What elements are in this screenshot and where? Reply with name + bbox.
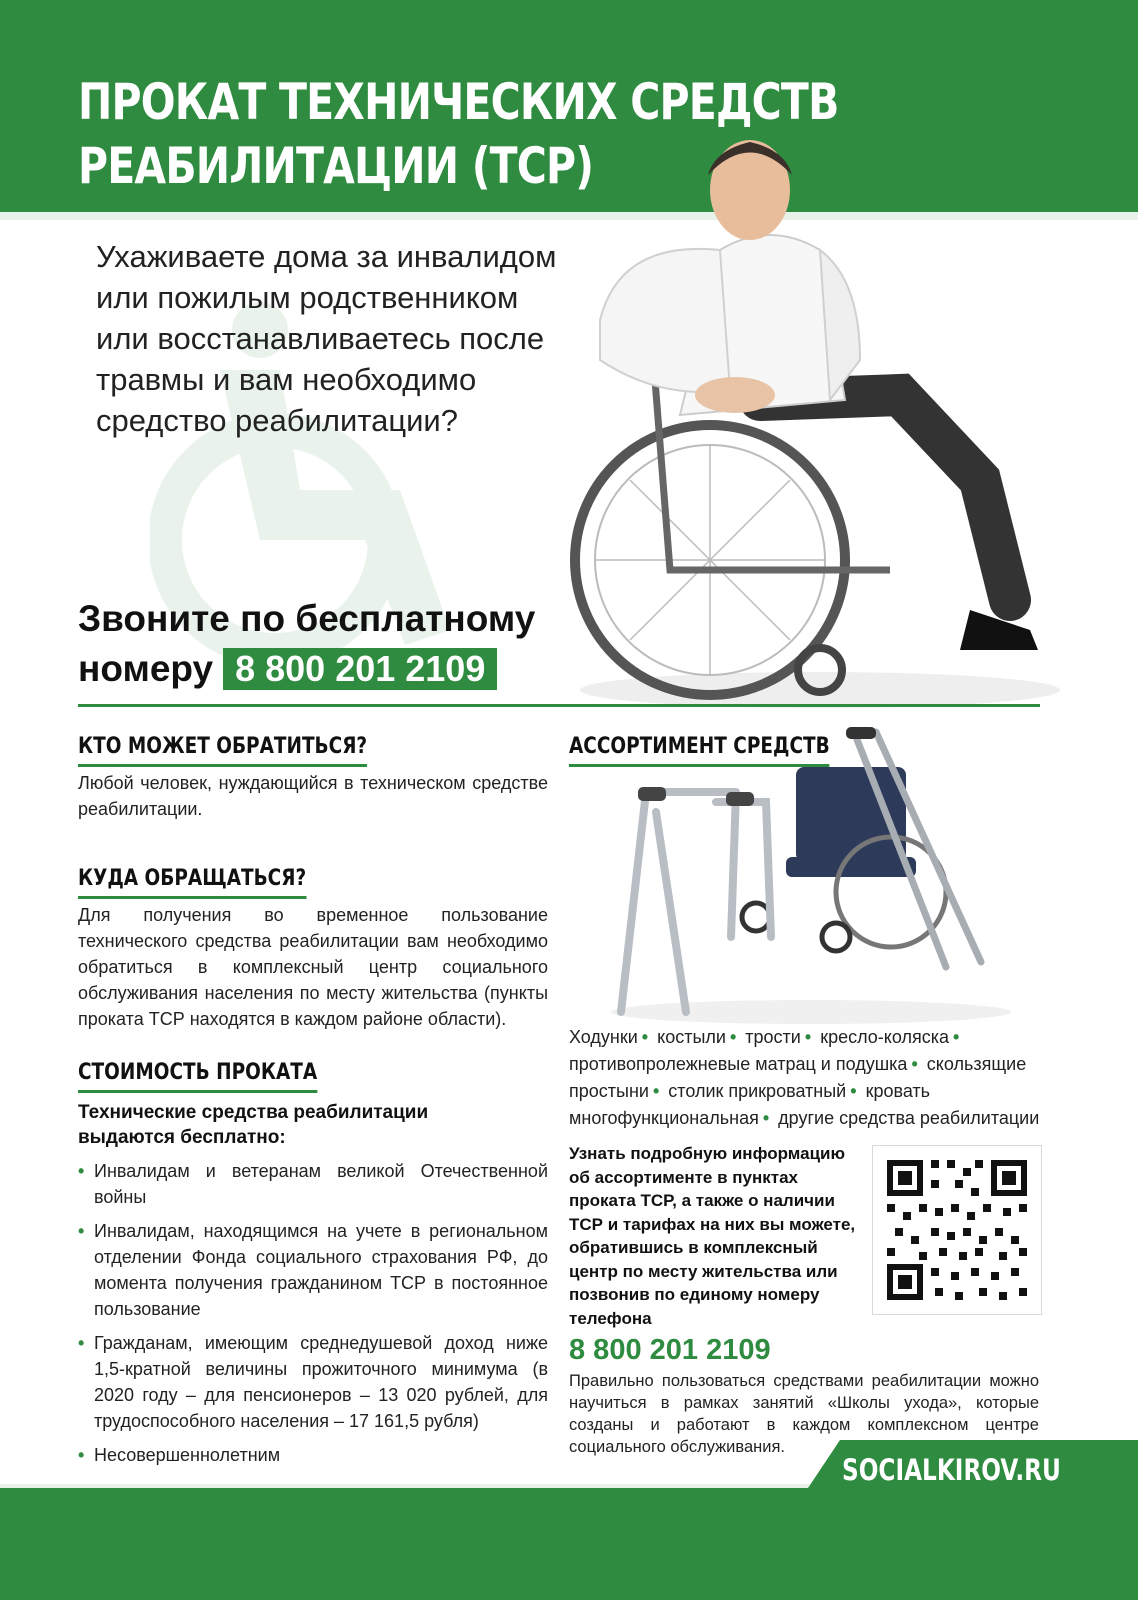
list-item: • Гражданам, имеющим среднедушевой доход ниже 1,5-кратной величины прожиточного минимума (в 2020 году – для пенсионеров – 13 020 рублей, для трудоспособного населения – 17 161,5 рубля): [78, 1330, 548, 1434]
list-item: • Инвалидам, находящимся на учете в региональном отделении Фонда социального страхования РФ, до момента получения гражданином ТСР в постоянное пользование: [78, 1218, 548, 1322]
assortment-item: трости: [745, 1027, 801, 1047]
hotline-phone-badge[interactable]: 8 800 201 2109: [223, 648, 497, 690]
title-line-2: РЕАБИЛИТАЦИИ (ТСР): [78, 137, 594, 195]
assortment-item: костыли: [657, 1027, 726, 1047]
intro-line: или пожилым родственником: [96, 280, 519, 315]
school-text: Правильно пользоваться средствами реабилитации можно научиться в рамках занятий «Школы ухода», которые созданы и работают в каждом комплексном центре социального обслуживания.: [569, 1372, 1039, 1456]
intro-line: Ухаживаете дома за инвалидом: [96, 239, 557, 274]
intro-question: [96, 236, 616, 441]
bullet-dot-icon: •: [953, 1027, 960, 1047]
assortment-heading: АССОРТИМЕНТ СРЕДСТВ: [569, 732, 830, 767]
list-item: • Несовершеннолетним: [78, 1442, 548, 1468]
rehab-equipment-photo: [596, 722, 1026, 1027]
assortment-list: [569, 1024, 1044, 1132]
cost-lead: Технические средства реабилитации выдаются бесплатно:: [78, 1102, 429, 1148]
list-item: • Инвалидам и ветеранам великой Отечественной войны: [78, 1158, 548, 1210]
assortment-item: противопролежневые матрац и подушка: [569, 1054, 908, 1074]
assortment-item: другие средства реабилитации: [778, 1108, 1040, 1128]
bullet-dot-icon: •: [729, 1027, 737, 1047]
bullet-dot-icon: •: [911, 1054, 918, 1074]
bullet-dot-icon: •: [850, 1081, 857, 1101]
call-prompt: [78, 594, 598, 694]
man-in-wheelchair-photo: [560, 130, 1080, 720]
bullet-dot-icon: •: [652, 1081, 660, 1101]
bullet-dot-icon: •: [641, 1027, 649, 1047]
who-text: Любой человек, нуждающийся в техническом средстве реабилитации.: [78, 773, 548, 819]
call-line-1: Звоните по бесплатному: [78, 598, 536, 639]
assortment-item: Ходунки: [569, 1027, 638, 1047]
info-text: Узнать подробную информацию об ассортименте в пунктах проката ТСР, а также о наличии ТСР и тарифах на них вы можете, обратившись в комплексный центр по месту жительства или позвонив по единому номеру телефона: [569, 1144, 856, 1328]
intro-line: или восстанавливаетесь после: [96, 321, 545, 356]
call-line-2: номеру: [78, 648, 214, 689]
assortment-item: столик прикроватный: [668, 1081, 847, 1101]
intro-line: средство реабилитации?: [96, 403, 458, 438]
qr-code[interactable]: [872, 1145, 1042, 1315]
where-heading: КУДА ОБРАЩАТЬСЯ?: [78, 864, 306, 899]
bullet-dot-icon: •: [804, 1027, 812, 1047]
info-phone[interactable]: 8 800 201 2109: [569, 1334, 771, 1366]
intro-line: травмы и вам необходимо: [96, 362, 477, 397]
eligibility-list: [78, 1158, 548, 1476]
assortment-item: кровать многофункциональная: [569, 1081, 931, 1128]
footer-band: [0, 1488, 1138, 1600]
where-text: Для получения во временное пользование техничеcкого средства реабилитации вам необходимо обратиться в комплексный центр социального обслуживания населения по месту жительства (пункты проката ТСР находятся в каждом районе области).: [78, 905, 548, 1029]
assortment-item: скользящие простыни: [569, 1054, 1027, 1101]
who-heading: КТО МОЖЕТ ОБРАТИТЬСЯ?: [78, 732, 367, 767]
cost-heading: СТОИМОСТЬ ПРОКАТА: [78, 1058, 317, 1093]
section-divider: [78, 704, 1040, 707]
bullet-dot-icon: •: [762, 1108, 770, 1128]
title-line-1: ПРОКАТ ТЕХНИЧЕСКИХ СРЕДСТВ: [78, 73, 839, 131]
assortment-item: кресло-коляска: [820, 1027, 950, 1047]
website-link[interactable]: SOCIALKIROV.RU: [842, 1453, 1061, 1487]
qr-code-icon: [873, 1146, 1041, 1314]
